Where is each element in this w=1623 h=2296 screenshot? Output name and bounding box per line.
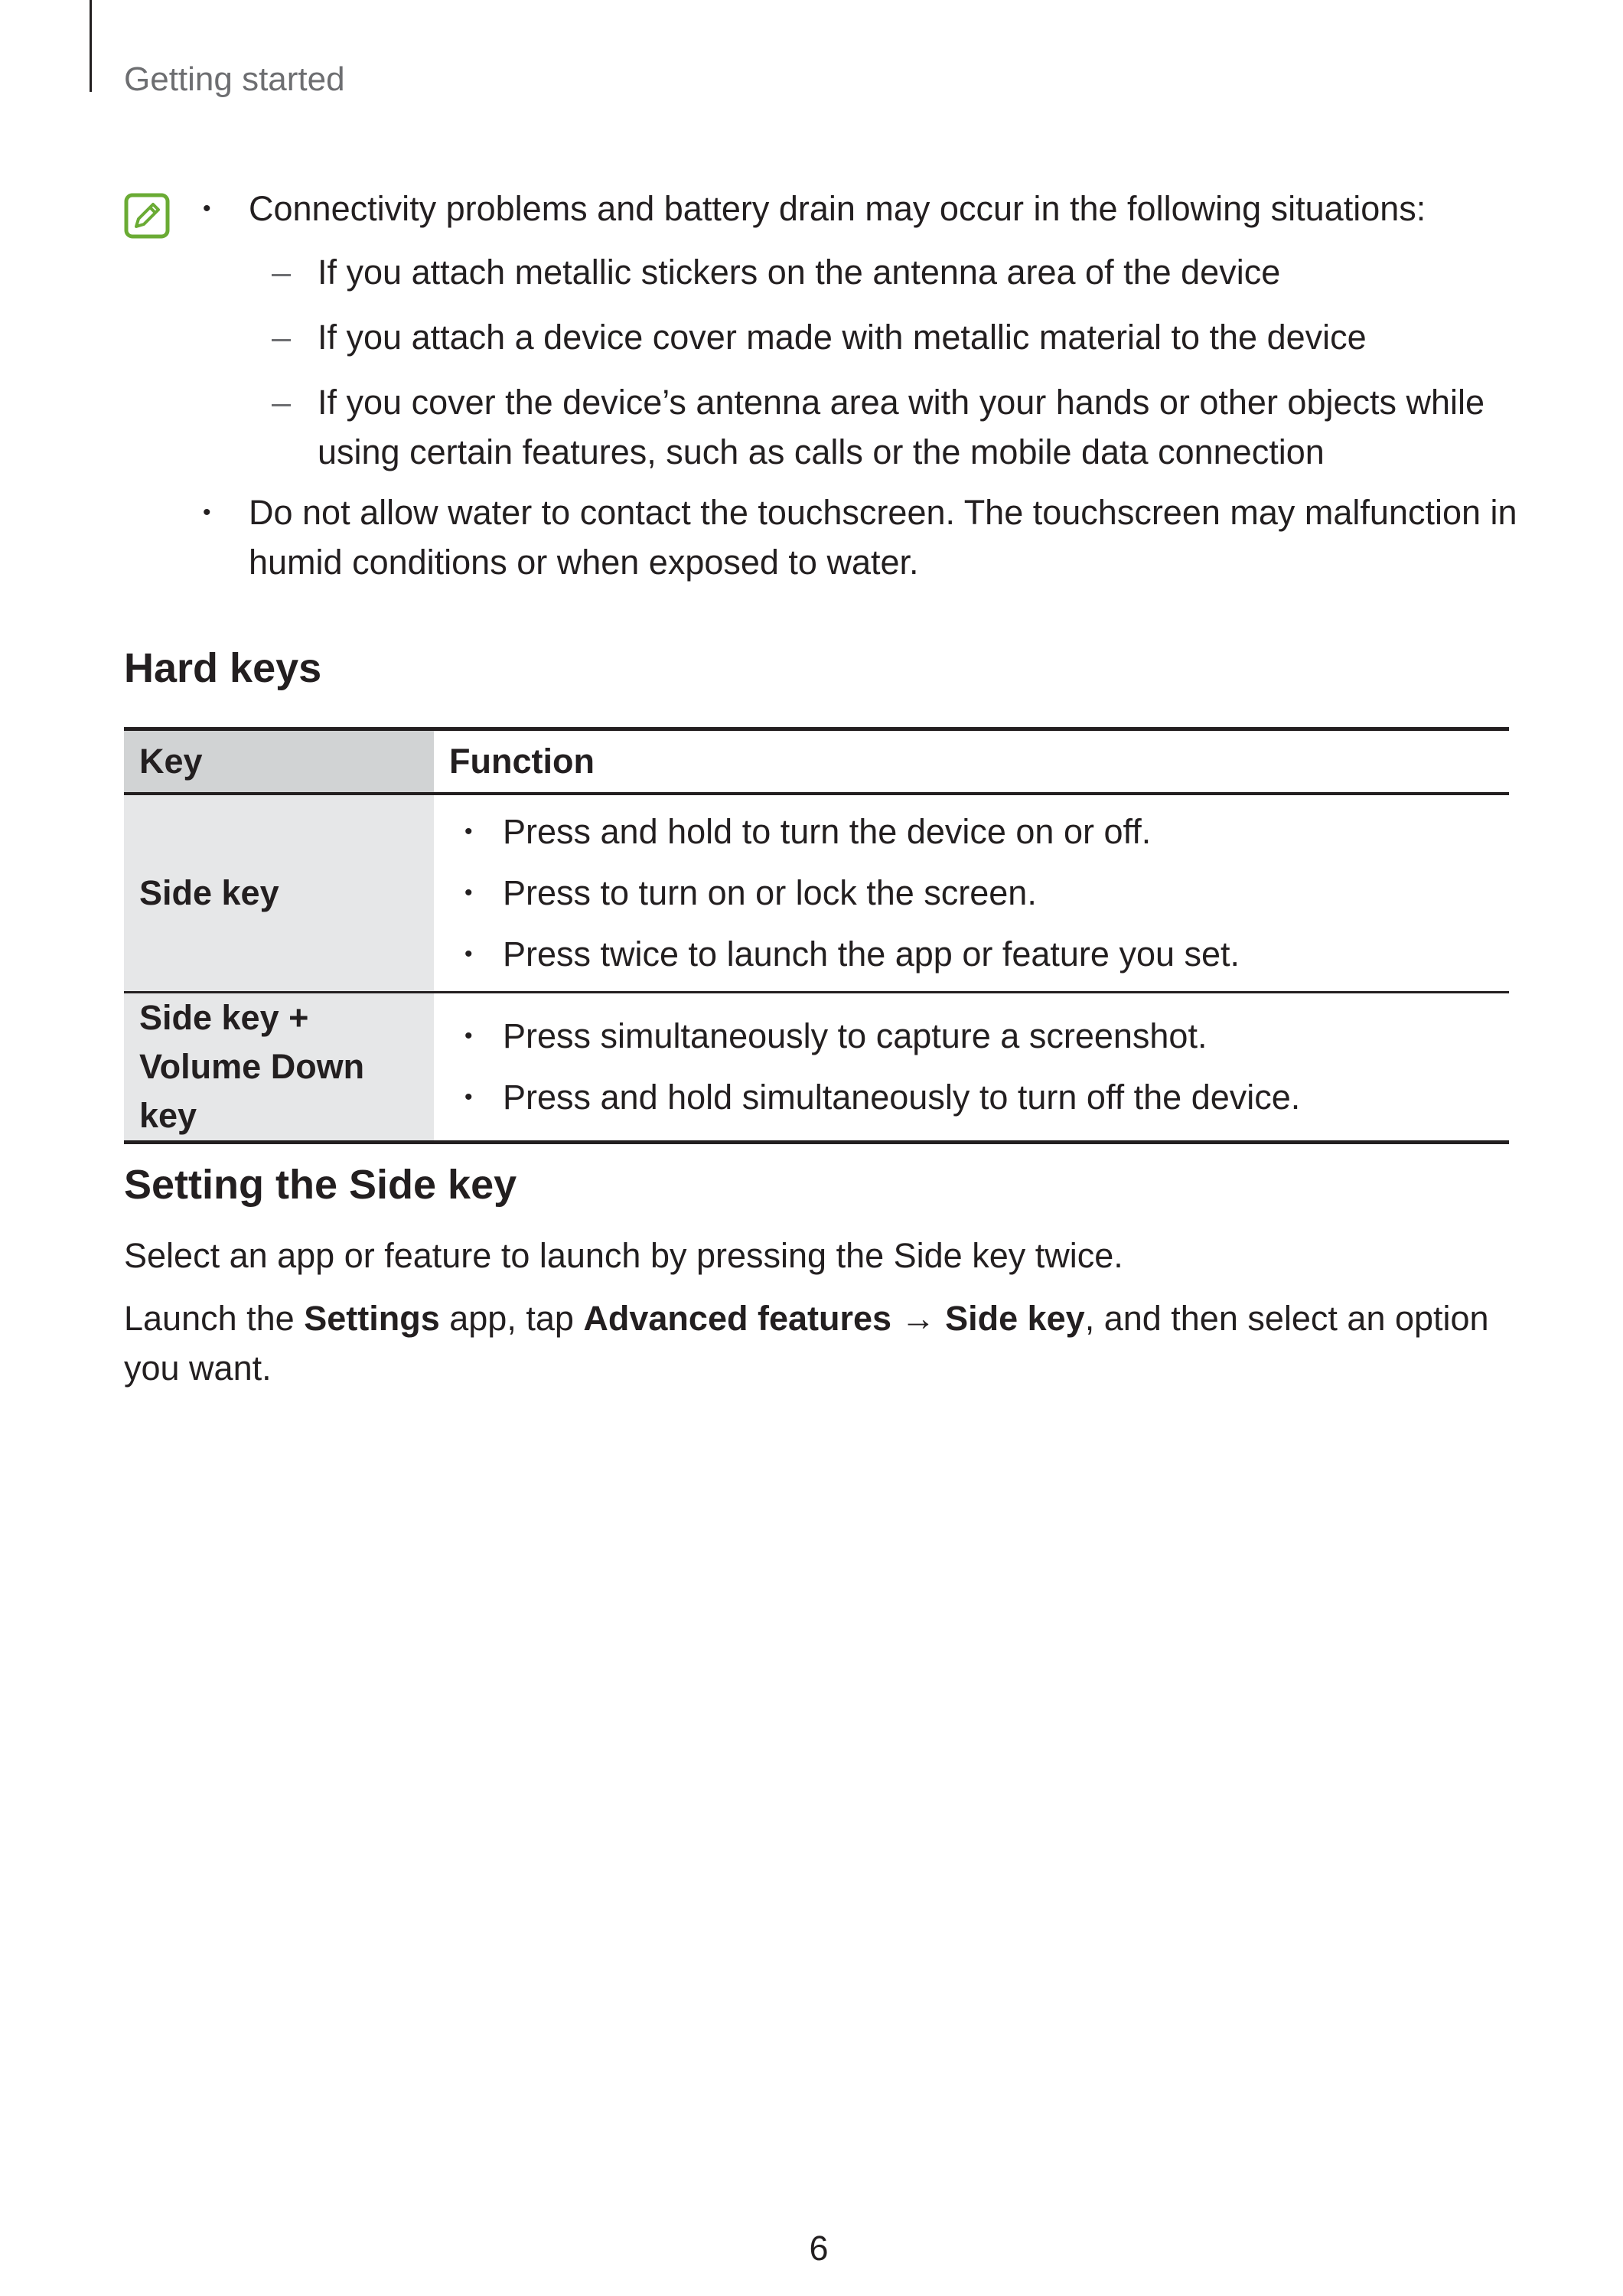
- key-cell-line: Volume Down key: [139, 1047, 365, 1135]
- function-item: [464, 801, 1509, 863]
- ui-term-side-key: Side key: [945, 1299, 1085, 1338]
- note-item: [203, 184, 1519, 477]
- function-text: Press and hold to turn the device on or off.: [503, 812, 1152, 851]
- function-list: [434, 1000, 1509, 1134]
- dash-icon: –: [272, 318, 292, 357]
- note-pencil-icon: [124, 193, 170, 239]
- function-cell: [434, 794, 1509, 993]
- ui-term-settings: Settings: [304, 1299, 440, 1338]
- note-item: [203, 488, 1519, 587]
- page-number: 6: [809, 2229, 829, 2268]
- table-row: [124, 794, 1509, 993]
- function-item: [464, 924, 1509, 985]
- note-sub-item-text: If you cover the device’s antenna area with your hands or other objects while using certain features, such as calls or the mobile data connection: [318, 383, 1485, 471]
- arrow-text: →: [891, 1299, 946, 1338]
- text-run: Launch the: [124, 1299, 305, 1338]
- bullet-icon: •: [203, 196, 211, 221]
- key-cell: Side key: [124, 794, 434, 993]
- note-sub-list: [249, 247, 1519, 477]
- running-head: Getting started: [124, 60, 345, 98]
- function-text: Press simultaneously to capture a screenshot.: [503, 1016, 1207, 1055]
- function-cell: [434, 993, 1509, 1143]
- note-sub-item: [249, 377, 1519, 477]
- key-cell: [124, 993, 434, 1143]
- note-sub-item: [249, 247, 1519, 297]
- table-row: [124, 993, 1509, 1143]
- note-sub-item-text: If you attach a device cover made with metallic material to the device: [318, 318, 1367, 357]
- body-paragraph: [124, 1293, 1509, 1393]
- note-sub-item: [249, 312, 1519, 362]
- bullet-icon: •: [464, 1084, 473, 1110]
- function-item: [464, 863, 1509, 924]
- note-item-text: Connectivity problems and battery drain may occur in the following situations:: [249, 189, 1426, 228]
- column-header-function: Function: [434, 729, 1509, 794]
- note-sub-item-text: If you attach metallic stickers on the antenna area of the device: [318, 253, 1281, 292]
- bullet-icon: •: [464, 880, 473, 905]
- body-paragraph: Select an app or feature to launch by pressing the Side key twice.: [124, 1236, 1123, 1275]
- text-run: , and then select an option you want.: [124, 1299, 1489, 1388]
- function-item: [464, 1067, 1509, 1128]
- dash-icon: –: [272, 253, 292, 292]
- section-heading-hard-keys: Hard keys: [124, 645, 322, 691]
- bullet-icon: •: [464, 941, 473, 967]
- margin-bar: [90, 0, 92, 92]
- bullet-icon: •: [203, 500, 211, 525]
- function-list: [434, 795, 1509, 991]
- bullet-icon: •: [464, 819, 473, 844]
- key-cell-line: Side key +: [139, 998, 309, 1037]
- dash-icon: –: [272, 383, 292, 422]
- function-item: [464, 1006, 1509, 1067]
- hard-keys-table: [124, 727, 1509, 1144]
- note-list: [203, 184, 1519, 587]
- section-heading-setting-side-key: Setting the Side key: [124, 1162, 517, 1208]
- table-header-row: [124, 729, 1509, 794]
- column-header-key: Key: [124, 729, 434, 794]
- bullet-icon: •: [464, 1023, 473, 1049]
- text-run: app, tap: [439, 1299, 584, 1338]
- note-item-text: Do not allow water to contact the touchscreen. The touchscreen may malfunction in humid conditions or when exposed to water.: [249, 493, 1517, 582]
- function-text: Press twice to launch the app or feature you set.: [503, 934, 1240, 974]
- ui-term-advanced-features: Advanced features: [583, 1299, 892, 1338]
- function-text: Press to turn on or lock the screen.: [503, 873, 1037, 912]
- function-text: Press and hold simultaneously to turn off the device.: [503, 1078, 1301, 1117]
